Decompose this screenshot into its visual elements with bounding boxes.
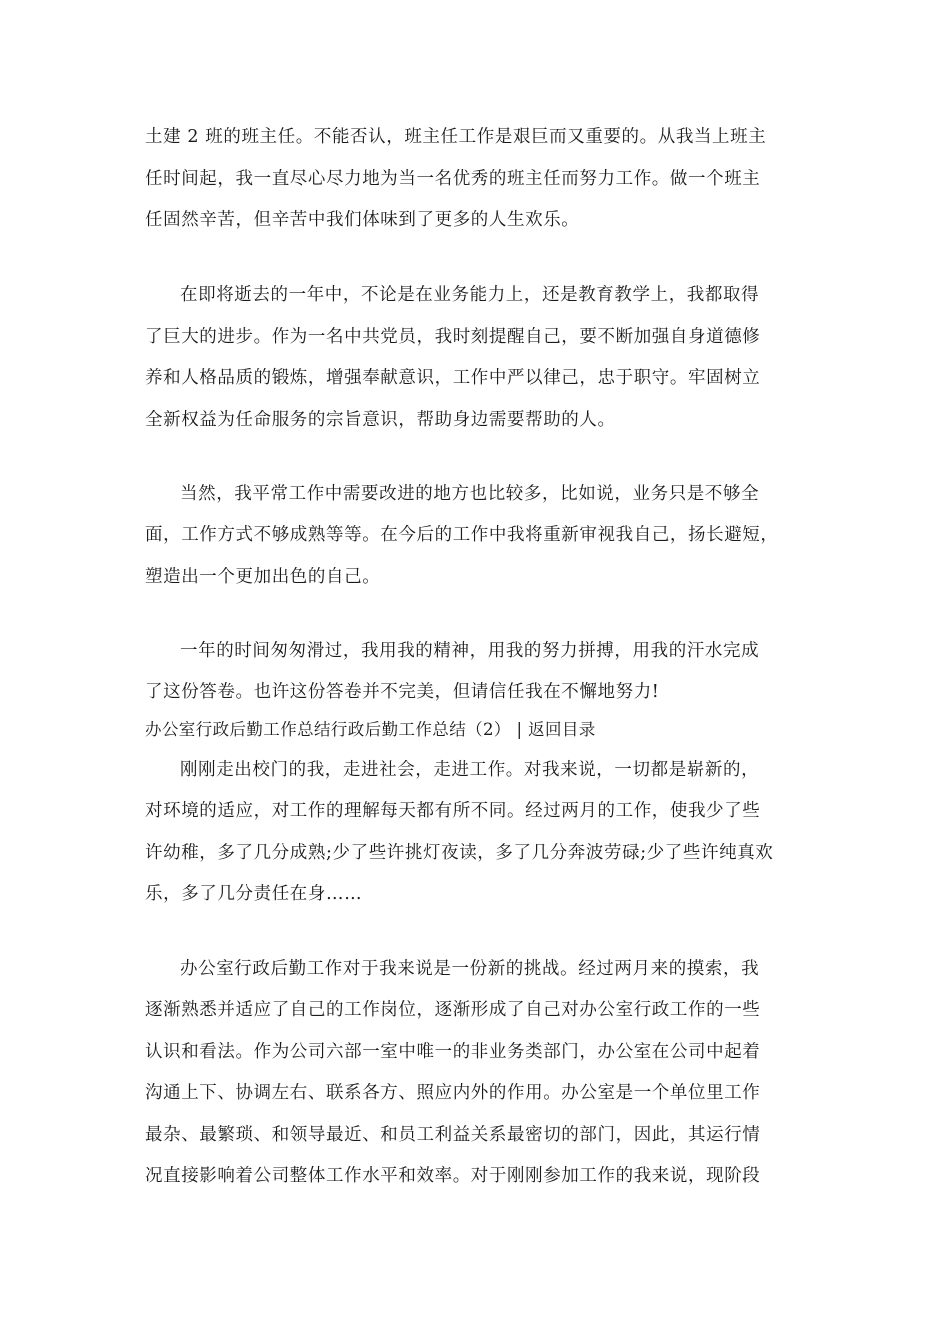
text-line: 在即将逝去的一年中，不论是在业务能力上，还是教育教学上，我都取得: [180, 285, 760, 305]
text-line: 了巨大的进步。作为一名中共党员，我时刻提醒自己，要不断加强自身道德修: [145, 327, 761, 347]
text-line: 沟通上下、协调左右、联系各方、照应内外的作用。办公室是一个单位里工作: [145, 1083, 761, 1103]
text-line: 逐渐熟悉并适应了自己的工作岗位，逐渐形成了自己对办公室行政工作的一些: [145, 1000, 761, 1020]
text-line: 土建 2 班的班主任。不能否认，班主任工作是艰巨而又重要的。从我当上班主: [145, 127, 767, 147]
text-line: 办公室行政后勤工作对于我来说是一份新的挑战。经过两月来的摸索，我: [180, 959, 760, 979]
text-line: 全新权益为任命服务的宗旨意识，帮助身边需要帮助的人。: [145, 410, 616, 430]
text-line: 最杂、最繁琐、和领导最近、和员工利益关系最密切的部门，因此，其运行情: [145, 1125, 761, 1145]
text-line: 许幼稚，多了几分成熟;少了些许挑灯夜读，多了几分奔波劳碌;少了些许纯真欢: [145, 843, 774, 863]
heading-separator: |: [510, 720, 529, 739]
text-line: 认识和看法。作为公司六部一室中唯一的非业务类部门，办公室在公司中起着: [145, 1042, 761, 1062]
section-title: 办公室行政后勤工作总结行政后勤工作总结（2）: [145, 720, 511, 739]
text-line: 刚刚走出校门的我，走进社会，走进工作。对我来说，一切都是崭新的，: [180, 760, 760, 780]
text-line: 任固然辛苦，但辛苦中我们体味到了更多的人生欢乐。: [145, 210, 580, 230]
text-line: 养和人格品质的锻炼，增强奉献意识，工作中严以律己，忠于职守。牢固树立: [145, 368, 761, 388]
text-line: 塑造出一个更加出色的自己。: [145, 567, 381, 587]
text-line: 任时间起，我一直尽心尽力地为当一名优秀的班主任而努力工作。做一个班主: [145, 169, 761, 189]
text-line: 况直接影响着公司整体工作水平和效率。对于刚刚参加工作的我来说，现阶段: [145, 1166, 761, 1186]
back-to-toc-link[interactable]: 返回目录: [528, 720, 596, 739]
text-line: 乐，多了几分责任在身……: [145, 884, 363, 904]
section-heading: [145, 719, 596, 741]
text-line: 一年的时间匆匆滑过，我用我的精神，用我的努力拼搏，用我的汗水完成: [180, 641, 760, 661]
text-line: 了这份答卷。也许这份答卷并不完美，但请信任我在不懈地努力!: [145, 682, 660, 702]
text-line: 当然，我平常工作中需要改进的地方也比较多，比如说，业务只是不够全: [180, 484, 760, 504]
text-line: 对环境的适应，对工作的理解每天都有所不同。经过两月的工作，使我少了些: [145, 801, 761, 821]
text-line: 面，工作方式不够成熟等等。在今后的工作中我将重新审视我自己，扬长避短，: [145, 525, 779, 545]
